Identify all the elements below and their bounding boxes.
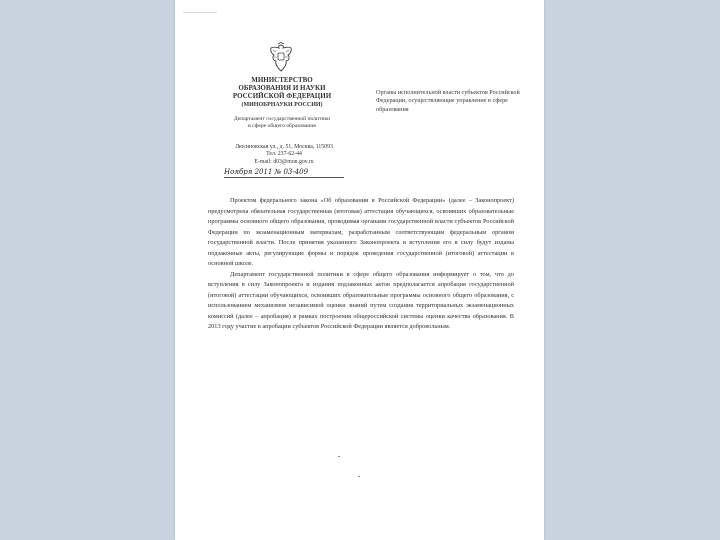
- department-line-2: в сфере общего образования: [248, 123, 316, 129]
- scan-artifact: [183, 12, 217, 16]
- ministry-line-3: РОССИЙСКОЙ ФЕДЕРАЦИИ: [232, 92, 332, 100]
- address-phone: Тел. 237-62-44: [266, 151, 302, 158]
- sender-address: [225, 144, 343, 166]
- registration-date-number: Ноября 2011 № 03-409: [224, 168, 344, 178]
- address-email: E-mail: d03@mon.gov.ru: [254, 158, 314, 165]
- letterhead: [223, 76, 341, 130]
- document-page: [175, 0, 544, 540]
- paragraph-1: Проектом федерального закона «Об образовании в Российской Федерации» (далее – Законопроект) предусмотрена обязательная государственная (итоговая) аттестация обучающихся, освоивших образовательные программы основного общего образования, проводимая органами государственной власти субъектов Российской Федерации по экзаменационным материалам, разработанным соответствующим федеральным органом государственной власти. После принятия указанного Законопроекта и вступления его в силу будут изданы подзаконные акты, регулирующие формы и порядок проведения государственной (итоговой) аттестации в основной школе.: [208, 197, 514, 267]
- addressee-block: Органы исполнительной власти субъектов Российской Федерации, осуществляющие управление в сфере образования: [376, 89, 520, 113]
- scan-speck: [358, 476, 360, 477]
- ministry-line-2: ОБРАЗОВАНИЯ И НАУКИ: [238, 84, 326, 92]
- ministry-line-1: МИНИСТЕРСТВО: [251, 76, 313, 84]
- letter-body: [208, 196, 514, 333]
- paragraph-2: Департамент государственной политики в сфере общего образования информирует о том, что до вступления в силу Законопроекта и издания подзаконных актов предполагается апробация государственной (итоговой) аттестации обучающихся, освоивших образовательные программы основного общего образования, с использованием механизмов независимой оценки знаний путем создания территориальных экзаменационных комиссий (далее – апробация) в рамках построения общероссийской системы оценки качества образования. В 2013 году участие в апробации субъектов Российской Федерации является добровольным.: [208, 270, 514, 330]
- coat-of-arms-icon: [267, 42, 295, 74]
- ministry-short-name: (МИНОБРНАУКИ РОССИИ): [241, 102, 323, 108]
- department-line-1: Департамент государственной политики: [233, 116, 331, 122]
- scan-speck: [338, 456, 340, 457]
- address-street: Люсиновская ул., д. 51, Москва, 115093: [235, 144, 333, 150]
